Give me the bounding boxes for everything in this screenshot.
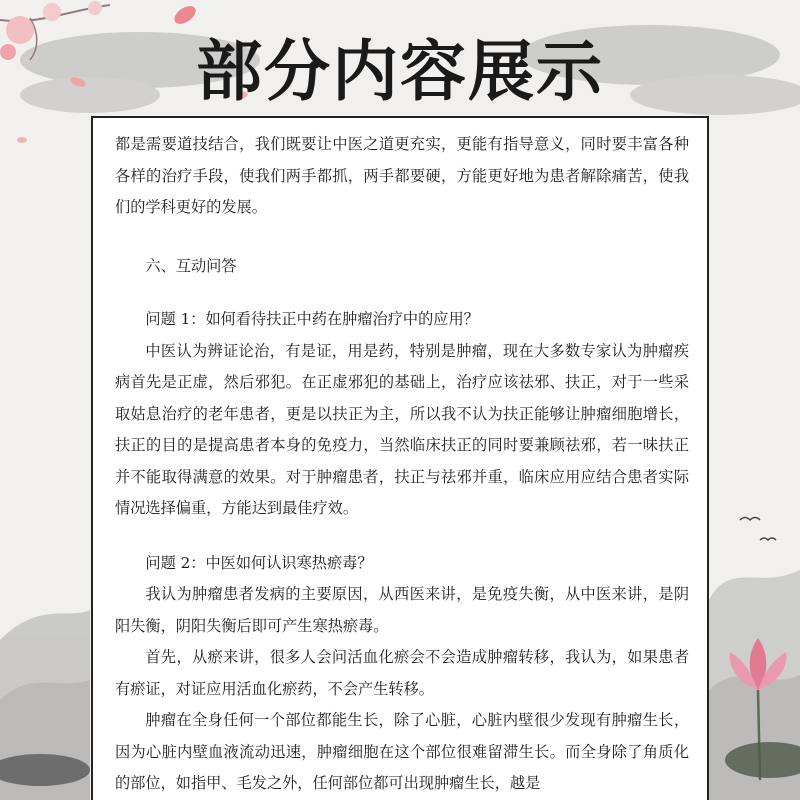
paragraph-continued: 都是需要道技结合，我们既要让中医之道更充实，更能有指导意义，同时要丰富各种各样的治疗手段，使我们两手都抓，两手都要硬，方能更好地为患者解除痛苦，使我们的学科更好的发展。 bbox=[115, 135, 689, 216]
answer-2-paragraph: 我认为肿瘤患者发病的主要原因，从西医来讲，是免疫失衡，从中医来讲，是阴阳失衡，阴阳失衡后即可产生寒热瘀毒。 bbox=[115, 585, 689, 635]
book-page bbox=[91, 116, 709, 800]
page-title: 部分内容展示 bbox=[196, 33, 604, 110]
question-2: 问题 2：中医如何认识寒热瘀毒？ bbox=[145, 553, 373, 572]
section-heading: 六、互动问答 bbox=[145, 256, 237, 275]
answer-2-paragraph: 首先，从瘀来讲，很多人会问活血化瘀会不会造成肿瘤转移，我认为，如果患者有瘀证，对证应用活血化瘀药，不会产生转移。 bbox=[115, 648, 689, 698]
answer-1: 中医认为辨证论治，有是证，用是药，特别是肿瘤，现在大多数专家认为肿瘤疾病首先是正虚，然后邪犯。在正虚邪犯的基础上，治疗应该祛邪、扶正，对于一些采取姑息治疗的老年患者，更是以扶正为主，所以我不认为扶正能够让肿瘤细胞增长，扶正的目的是提高患者本身的免疫力，当然临床扶正的同时要兼顾祛邪，若一味扶正并不能取得满意的效果。对于肿瘤患者，扶正与祛邪并重，临床应用应结合患者实际情况选择偏重，方能达到最佳疗效。 bbox=[115, 341, 689, 517]
question-1: 问题 1：如何看待扶正中药在肿瘤治疗中的应用？ bbox=[145, 310, 479, 328]
bird-silhouettes bbox=[740, 518, 776, 541]
answer-2-paragraph: 肿瘤在全身任何一个部位都能生长，除了心脏，心脏内壁很少发现有肿瘤生长，因为心脏内壁血液流动迅速，肿瘤细胞在这个部位很难留滞生长。而全身除了角质化的部位，如指甲、毛发之外，任何部位都可出现肿瘤生长，越是 bbox=[115, 711, 689, 792]
